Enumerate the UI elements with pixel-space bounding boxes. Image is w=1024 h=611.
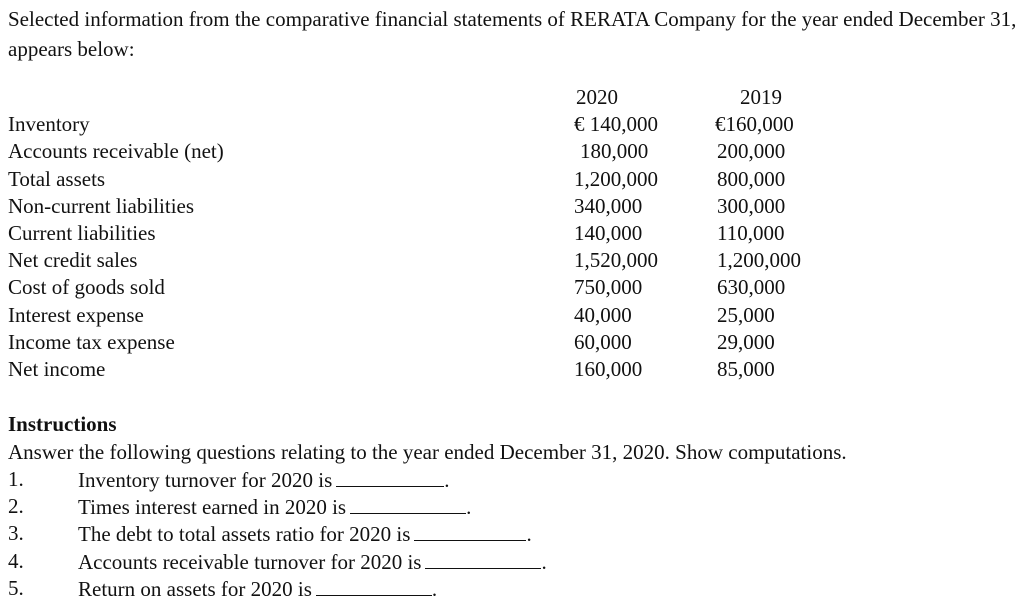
answer-blank[interactable]: [316, 575, 432, 596]
instructions-title: Instructions: [8, 412, 117, 436]
question-text: Accounts receivable turnover for 2020 is: [78, 549, 422, 574]
value-2019: 800,000: [717, 166, 786, 191]
instructions-section: [8, 410, 1018, 602]
row-label: Net credit sales: [8, 248, 138, 273]
value-2020: 40,000: [574, 302, 632, 327]
value-2020: 160,000: [574, 356, 643, 381]
question-end: .: [526, 522, 532, 547]
value-2020: 180,000: [580, 139, 649, 164]
value-2019: 300,000: [717, 193, 786, 218]
value-2020: 140,000: [574, 220, 643, 245]
question-end: .: [541, 549, 547, 574]
value-2020: 1,520,000: [574, 248, 658, 273]
question-number: 3.: [8, 521, 24, 546]
question-text: Times interest earned in 2020 is: [78, 495, 347, 520]
instructions-lead: Answer the following questions relating to the year ended December 31, 2020. Show computations.: [8, 440, 847, 464]
question-item: [8, 466, 1018, 493]
question-item: [8, 520, 1018, 547]
value-2019: 200,000: [717, 139, 786, 164]
question-end: .: [444, 468, 450, 492]
value-2020: 60,000: [574, 329, 632, 354]
row-label: Inventory: [8, 112, 90, 137]
question-number: 5.: [8, 575, 24, 600]
value-2020: 1,200,000: [574, 166, 658, 191]
value-2019: 110,000: [717, 220, 785, 245]
header-2020: 2020: [576, 85, 618, 109]
row-label: Cost of goods sold: [8, 275, 165, 300]
value-2019: €160,000: [715, 112, 794, 137]
question-end: .: [431, 576, 438, 601]
question-item: [8, 548, 1018, 575]
row-label: Interest expense: [8, 302, 144, 327]
answer-blank[interactable]: [425, 548, 541, 569]
question-text: Inventory turnover for 2020 is: [78, 468, 333, 492]
intro-paragraph: Selected information from the comparative financial statements of RERATA Company for the year ended December 31, appears below:: [8, 7, 1017, 61]
value-2019: 630,000: [717, 275, 786, 300]
value-2020: 750,000: [574, 275, 643, 300]
value-2020: 340,000: [574, 193, 643, 218]
question-item: [8, 575, 1018, 602]
question-number: 2.: [8, 494, 24, 519]
question-item: [8, 493, 1018, 520]
row-label: Current liabilities: [8, 220, 156, 245]
value-2019: 1,200,000: [717, 248, 801, 273]
question-text: The debt to total assets ratio for 2020 is: [78, 522, 411, 547]
row-label: Total assets: [8, 166, 106, 191]
row-label: Income tax expense: [8, 329, 175, 354]
value-2019: 25,000: [717, 302, 775, 327]
row-label: Net income: [8, 356, 106, 381]
row-label: Non-current liabilities: [8, 193, 195, 218]
question-number: 4.: [8, 548, 24, 573]
answer-blank[interactable]: [414, 520, 526, 541]
value-2019: 85,000: [717, 356, 775, 381]
value-2020: € 140,000: [574, 112, 658, 137]
header-2019: 2019: [740, 85, 782, 109]
row-label: Accounts receivable (net): [8, 139, 224, 164]
question-end: .: [466, 495, 472, 520]
value-2019: 29,000: [717, 329, 775, 354]
question-text: Return on assets for 2020 is: [78, 576, 312, 601]
answer-blank[interactable]: [350, 493, 466, 514]
answer-blank[interactable]: [336, 466, 444, 487]
question-number: 1.: [8, 467, 24, 491]
